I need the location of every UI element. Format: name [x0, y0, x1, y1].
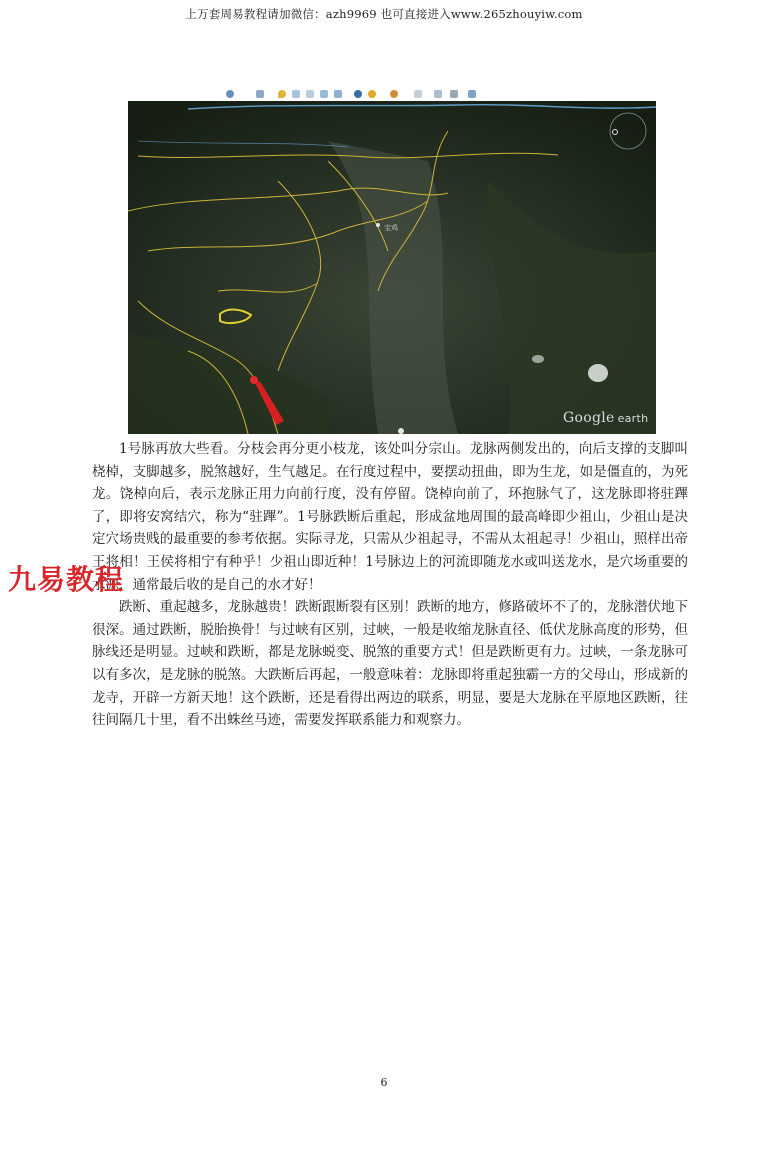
satellite-terrain	[128, 101, 656, 434]
page-header: 上万套周易教程请加微信：azh9969 也可直接进入www.265zhouyiw.com	[185, 7, 583, 21]
google-earth-logo: Google earth	[563, 410, 649, 426]
sun-icon[interactable]	[368, 90, 376, 98]
search-icon[interactable]	[226, 90, 234, 98]
article-body	[92, 438, 688, 732]
polygon-icon[interactable]	[292, 90, 300, 98]
page-number: 6	[380, 1076, 388, 1089]
placemark-icon[interactable]	[278, 90, 286, 98]
map-toolbar	[222, 88, 492, 100]
ruler-icon[interactable]	[414, 90, 422, 98]
overlay-icon[interactable]	[320, 90, 328, 98]
tour-icon[interactable]	[334, 90, 342, 98]
maps-icon[interactable]	[468, 90, 476, 98]
print-icon[interactable]	[450, 90, 458, 98]
globe-icon[interactable]	[354, 90, 362, 98]
watermark-stamp: 九易教程	[8, 563, 125, 596]
place-label: 宝鸡	[384, 224, 398, 232]
planet-icon[interactable]	[390, 90, 398, 98]
paragraph: 跌断、重起越多，龙脉越贵！跌断跟断裂有区别！跌断的地方，修路破坏不了的，龙脉潜伏地下很深。通过跌断，脱胎换骨！与过峡有区别，过峡，一般是收缩龙脉直径、低伏龙脉高度的形势，但脉线还是明显。过峡和跌断，都是龙脉蜕变、脱煞的重要方式！但是跌断更有力。过峡，一条龙脉可以有多次，是龙脉的脱煞。大跌断后再起，一般意味着：龙脉即将重起独霸一方的父母山，形成新的龙寺，开辟一方新天地！这个跌断，还是看得出两边的联系，明显，要是大龙脉在平原地区跌断，往往间隔几十里，看不出蛛丝马迹，需要发挥联系能力和观察力。	[92, 599, 688, 729]
path-icon[interactable]	[306, 90, 314, 98]
layers-icon[interactable]	[256, 90, 264, 98]
email-icon[interactable]	[434, 90, 442, 98]
satellite-map-image	[128, 101, 656, 434]
paragraph: 1号脉再放大些看。分枝会再分更小枝龙，该处叫分宗山。龙脉两侧发出的，向后支撑的支脚叫桡棹，支脚越多，脱煞越好，生气越足。在行度过程中，要摆动扭曲，即为生龙，如是僵直的，为死龙。饶棹向后，表示龙脉正用力向前行度，没有停留。饶棹向前了，环抱脉气了，这龙脉即将驻蹕了，即将安窝结穴，称为“驻蹕”。1号脉跌断后重起，形成盆地周围的最高峰即少祖山，少祖山是决定穴场贵贱的最重要的参考依据。实际寻龙，只需从少祖起寻，不需从太祖起寻！少祖山，照样出帝王将相！王侯将相宁有种乎！少祖山即近种！1号脉边上的河流即随龙水或叫送龙水，是穴场重要的水源，通常最后收的是自己的水才好！	[92, 441, 688, 593]
